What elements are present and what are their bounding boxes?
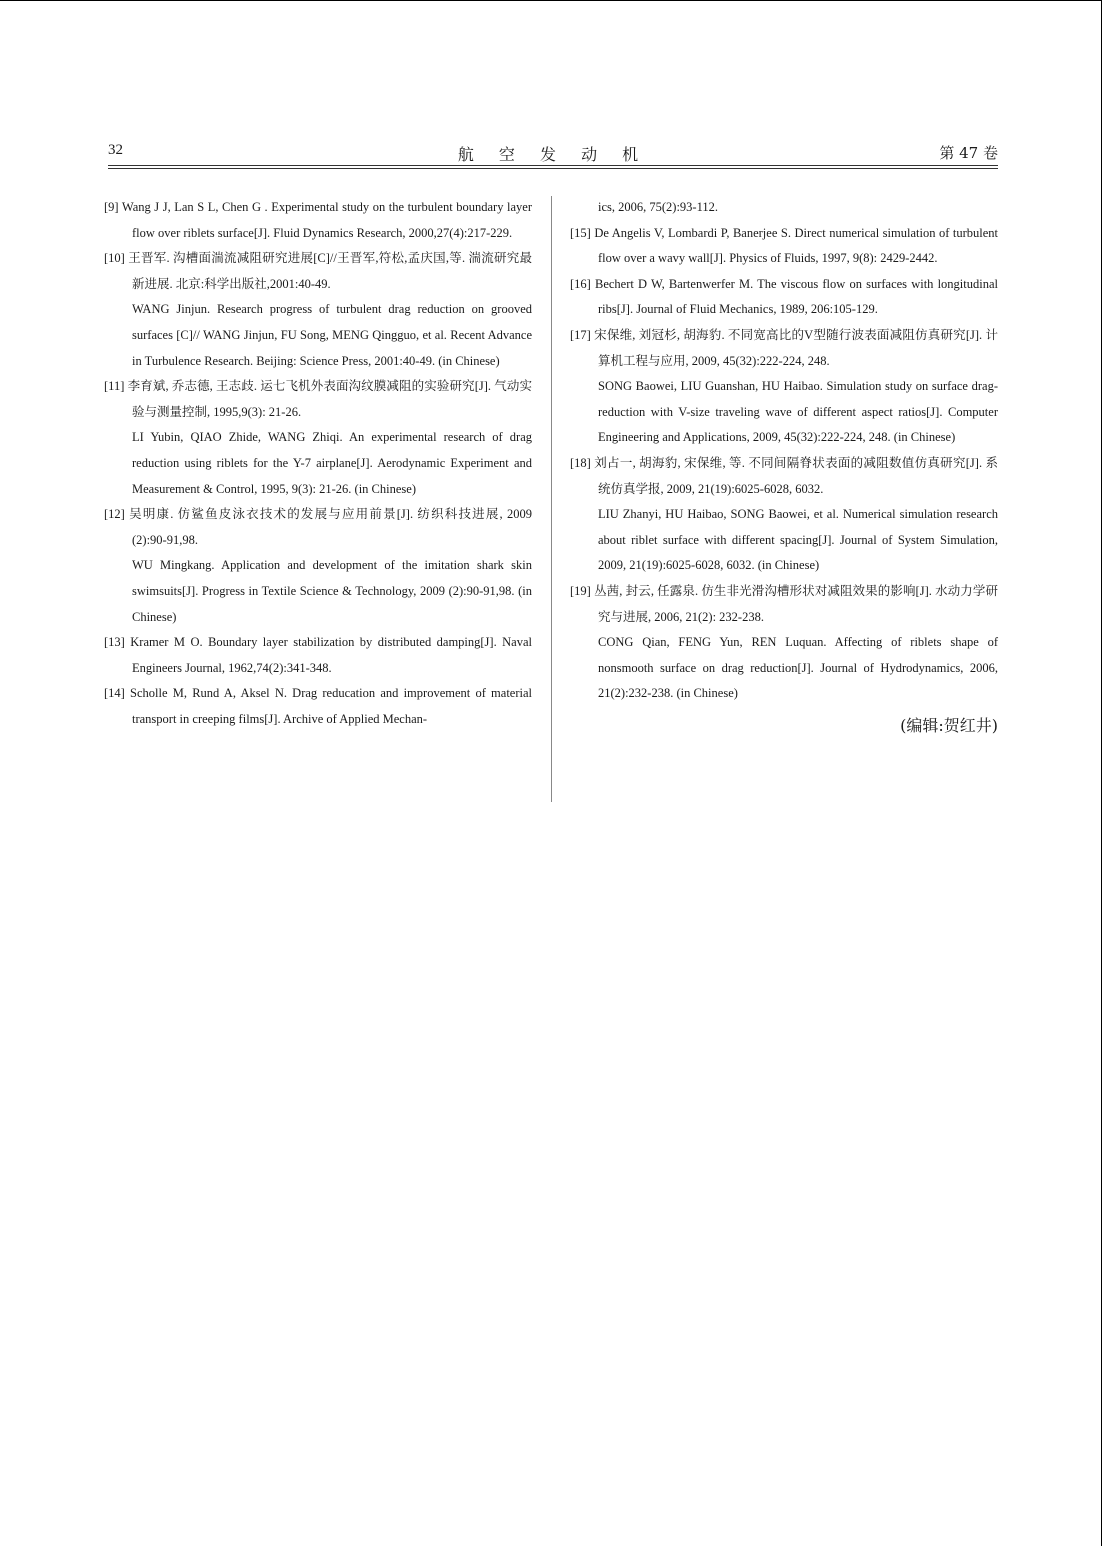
reference-text: Wang J J, Lan S L, Chen G . Experimental study on the turbulent boundary layer flow over riblets surface[J]. Fluid Dynamics Research, 2000,27(4):217-229. — [121, 200, 532, 240]
reference-15 — [570, 221, 998, 272]
header-rule-double — [108, 168, 998, 169]
reference-text: 王晋军. 沟槽面湍流减阻研究进展[C]//王晋军,符松,孟庆国,等. 湍流研究最新进展. 北京:科学出版社,2001:40-49. — [128, 251, 532, 291]
references-left-column — [104, 195, 532, 732]
reference-text: De Angelis V, Lombardi P, Banerjee S. Direct numerical simulation of turbulent flow over a wavy wall[J]. Physics of Fluids, 1997, 9(8): 2429-2442. — [594, 225, 999, 266]
reference-14 — [104, 681, 532, 732]
reference-9 — [104, 195, 532, 246]
reference-number: [13] — [104, 635, 125, 650]
reference-number: [12] — [104, 507, 125, 522]
header-rule — [108, 165, 998, 166]
reference-number: [19] — [570, 583, 591, 598]
reference-translation: SONG Baowei, LIU Guanshan, HU Haibao. Simulation study on surface drag-reduction with V-size traveling wave of different aspect ratios[J]. Computer Engineering and Applications, 2009, 45(32):222-224, 248. (in Chinese) — [598, 379, 998, 445]
volume-label: 第 47 卷 — [939, 144, 998, 162]
reference-number: [10] — [104, 251, 125, 266]
running-header — [108, 140, 998, 164]
reference-text: 刘占一, 胡海豹, 宋保维, 等. 不同间隔脊状表面的减阻数值仿真研究[J]. 系统仿真学报, 2009, 21(19):6025-6028, 6032. — [594, 455, 998, 496]
reference-14-continuation — [570, 195, 998, 221]
reference-number: [15] — [570, 225, 591, 240]
page-number: 32 — [108, 142, 123, 158]
page-border-top — [0, 0, 1102, 1]
reference-text: 丛茜, 封云, 任露泉. 仿生非光滑沟槽形状对减阻效果的影响[J]. 水动力学研究与进展, 2006, 21(2): 232-238. — [594, 583, 998, 624]
reference-number: [11] — [104, 379, 125, 394]
reference-text: 吴明康. 仿鲨鱼皮泳衣技术的发展与应用前景[J]. 纺织科技进展, 2009 (2):90-91,98. — [129, 507, 532, 547]
reference-13 — [104, 630, 532, 681]
reference-text: Bechert D W, Bartenwerfer M. The viscous flow on surfaces with longitudinal ribs[J]. Journal of Fluid Mechanics, 1989, 206:105-129. — [594, 276, 998, 317]
reference-text: 李育斌, 乔志德, 王志歧. 运七飞机外表面沟纹膜减阻的实验研究[J]. 气动实验与测量控制, 1995,9(3): 21-26. — [127, 379, 532, 419]
reference-number: [17] — [570, 327, 591, 342]
reference-number: [16] — [570, 276, 591, 291]
reference-number: [14] — [104, 686, 125, 701]
reference-12 — [104, 502, 532, 630]
reference-translation: WU Mingkang. Application and development of the imitation shark skin swimsuits[J]. Progress in Textile Science & Technology, 2009 (2):90-91,98. (in Chinese) — [132, 558, 532, 624]
journal-title: 航 空 发 动 机 — [457, 145, 649, 164]
reference-translation: WANG Jinjun. Research progress of turbulent drag reduction on grooved surfaces [C]// WANG Jinjun, FU Song, MENG Qingguo, et al. Recent Advance in Turbulence Research. Beijing: Science Press, 2001:40-49. (in Chinese) — [132, 302, 532, 368]
reference-number: [9] — [104, 200, 119, 214]
references-right-column — [570, 195, 998, 738]
reference-10 — [104, 246, 532, 374]
reference-text: Kramer M O. Boundary layer stabilization by distributed damping[J]. Naval Engineers Journal, 1962,74(2):341-348. — [130, 635, 533, 675]
editor-note: (编辑:贺红井) — [900, 715, 998, 735]
reference-17 — [570, 323, 998, 451]
reference-text: Scholle M, Rund A, Aksel N. Drag reducation and improvement of material transport in creeping films[J]. Archive of Applied Mechan- — [130, 686, 533, 726]
reference-text: 宋保维, 刘冠杉, 胡海豹. 不同宽高比的V型随行波表面减阻仿真研究[J]. 计算机工程与应用, 2009, 45(32):222-224, 248. — [594, 327, 999, 368]
reference-16 — [570, 272, 998, 323]
reference-19 — [570, 579, 998, 707]
reference-translation: CONG Qian, FENG Yun, REN Luquan. Affecting of riblets shape of nonsmooth surface on drag reduction[J]. Journal of Hydrodynamics, 2006, 21(2):232-238. (in Chinese) — [598, 635, 998, 701]
reference-number: [18] — [570, 455, 591, 470]
reference-translation: LI Yubin, QIAO Zhide, WANG Zhiqi. An experimental research of drag reduction using riblets for the Y-7 airplane[J]. Aerodynamic Experiment and Measurement & Control, 1995, 9(3): 21-26. (in Chinese) — [132, 430, 532, 496]
reference-translation: LIU Zhanyi, HU Haibao, SONG Baowei, et al. Numerical simulation research about riblet surface with different spacing[J]. Journal of System Simulation, 2009, 21(19):6025-6028, 6032. (in Chinese) — [598, 507, 998, 573]
column-divider — [551, 196, 552, 802]
reference-text: ics, 2006, 75(2):93-112. — [598, 200, 719, 214]
reference-11 — [104, 374, 532, 502]
reference-18 — [570, 451, 998, 579]
